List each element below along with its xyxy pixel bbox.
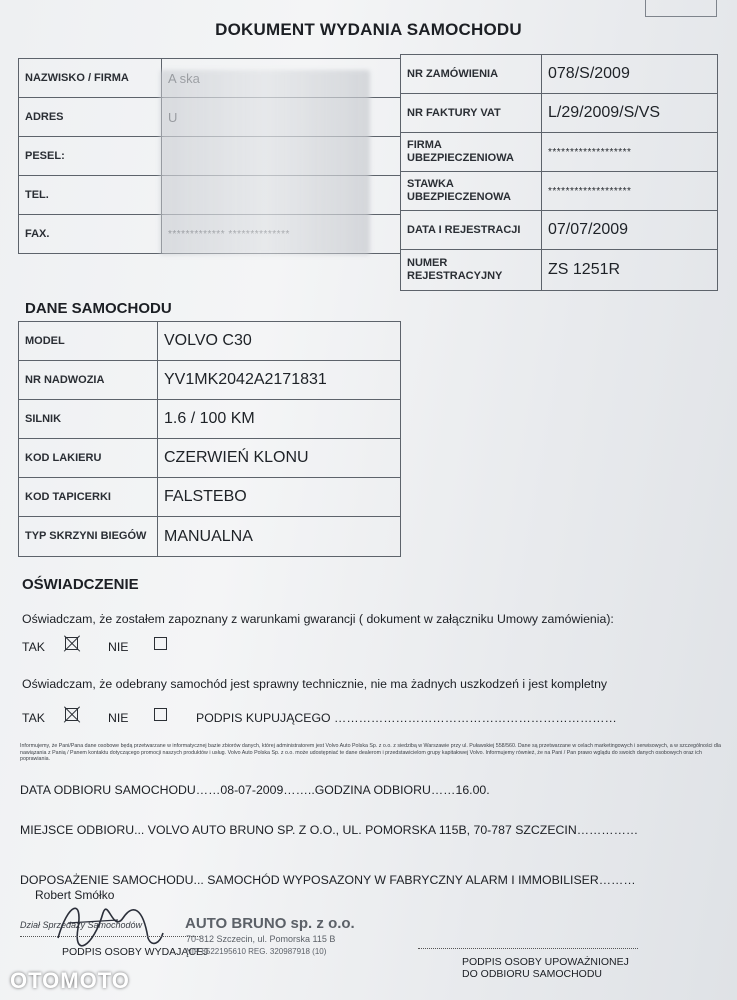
car-label: KOD LAKIERU: [19, 439, 158, 478]
car-value: FALSTEBO: [158, 478, 401, 517]
corner-box: [645, 0, 717, 17]
fine-print: Informujemy, że Pani/Pana dane osobowe będą przetwarzane w informatycznej bazie zbiorów danych, której administratorem jest Volvo Auto Polska Sp. z o.o. z siedzibą w Warszawie przy ul. Puławskiej 558/560. Dane są przetwarzane w celach marketingowych i serwisowych, a w szczególności dla nawiązania z Panią / Panem kontaktu dotyczącego promocji naszych produktów i usług. Volvo Auto Polska Sp. z o.o. może udostępniać te dane dealerom i przedstawicielom grupy kapitałowej Volvo. Informujemy również, że na Pani / Pan prawo wglądu do swoich danych osobowych oraz ich poprawiania.: [20, 743, 721, 763]
car-value: YV1MK2042A2171831: [158, 361, 401, 400]
no-label: NIE: [108, 711, 129, 725]
yes-label: TAK: [22, 640, 46, 654]
document-title: DOKUMENT WYDANIA SAMOCHODU: [215, 20, 522, 39]
car-label: MODEL: [19, 322, 158, 361]
client-label: NAZWISKO / FIRMA: [19, 59, 162, 98]
order-value: *******************: [542, 172, 718, 211]
order-table: [400, 54, 718, 291]
stamp-address: 70-812 Szczecin, ul. Pomorska 115 B: [186, 934, 336, 944]
client-label: TEL.: [19, 176, 162, 215]
watermark-logo: OTOMOTO: [10, 968, 130, 993]
client-label: PESEL:: [19, 137, 162, 176]
order-label: DATA I REJESTRACJI: [401, 211, 542, 250]
order-label: NR ZAMÓWIENIA: [401, 55, 542, 94]
order-value: ZS 1251R: [542, 250, 718, 291]
equipment-line: DOPOSAŻENIE SAMOCHODU... SAMOCHÓD WYPOSAZONY W FABRYCZNY ALARM I IMMOBILISER………: [20, 873, 636, 887]
car-label: TYP SKRZYNI BIEGÓW: [19, 517, 158, 557]
buyer-signature-line: PODPIS KUPUJĄCEGO ……………………………………………………………: [196, 711, 617, 725]
order-value: 07/07/2009: [542, 211, 718, 250]
issuer-signature-line: [20, 936, 200, 937]
declaration-line-2: Oświadczam, że odebrany samochód jest sprawny technicznie, nie ma żadnych uszkodzeń i jest kompletny: [22, 677, 608, 691]
order-value: 078/S/2009: [542, 55, 718, 94]
order-label: STAWKA UBEZPIECZENOWA: [401, 172, 542, 211]
yes-checkbox[interactable]: [65, 708, 78, 721]
privacy-blur: [160, 70, 370, 255]
car-table: [18, 321, 401, 557]
order-value: L/29/2009/S/VS: [542, 94, 718, 133]
order-label: FIRMA UBEZPIECZENIOWA: [401, 133, 542, 172]
issuer-name: Robert Smółko: [35, 888, 115, 902]
order-value: *******************: [542, 133, 718, 172]
issuer-department: Dział Sprzedaży Samochodów: [20, 920, 143, 930]
pickup-date-line: DATA ODBIORU SAMOCHODU……08-07-2009……..GODZINA ODBIORU……16.00.: [20, 783, 490, 797]
car-label: KOD TAPICERKI: [19, 478, 158, 517]
client-label: ADRES: [19, 98, 162, 137]
yes-label: TAK: [22, 711, 46, 725]
client-label: FAX.: [19, 215, 162, 254]
no-checkbox[interactable]: [154, 708, 167, 721]
car-value: 1.6 / 100 KM: [158, 400, 401, 439]
order-label: NR FAKTURY VAT: [401, 94, 542, 133]
car-label: NR NADWOZIA: [19, 361, 158, 400]
yes-checkbox[interactable]: [65, 637, 78, 650]
declaration-heading: OŚWIADCZENIE: [22, 576, 139, 593]
pickup-place-line: MIEJSCE ODBIORU... VOLVO AUTO BRUNO SP. Z O.O., UL. POMORSKA 115B, 70-787 SZCZECIN……………: [20, 823, 639, 837]
car-section-heading: DANE SAMOCHODU: [25, 300, 172, 317]
car-label: SILNIK: [19, 400, 158, 439]
car-value: CZERWIEŃ KLONU: [158, 439, 401, 478]
declaration-line-1: Oświadczam, że zostałem zapoznany z warunkami gwarancji ( dokument w załączniku Umowy zamówienia):: [22, 612, 614, 626]
car-value: VOLVO C30: [158, 322, 401, 361]
stamp-ids: NIP 8522195610 REG. 320987918 (10): [186, 947, 327, 956]
stamp-company: AUTO BRUNO sp. z o.o.: [185, 915, 355, 932]
car-value: MANUALNA: [158, 517, 401, 557]
receiver-signature-label: PODPIS OSOBY UPOWAŻNIONEJ DO ODBIORU SAMOCHODU: [462, 956, 629, 980]
order-label: NUMER REJESTRACYJNY: [401, 250, 542, 291]
issuer-signature-label: PODPIS OSOBY WYDAJĄCEJ: [62, 946, 209, 958]
receiver-signature-line: [418, 948, 638, 949]
no-checkbox[interactable]: [154, 637, 167, 650]
no-label: NIE: [108, 640, 129, 654]
